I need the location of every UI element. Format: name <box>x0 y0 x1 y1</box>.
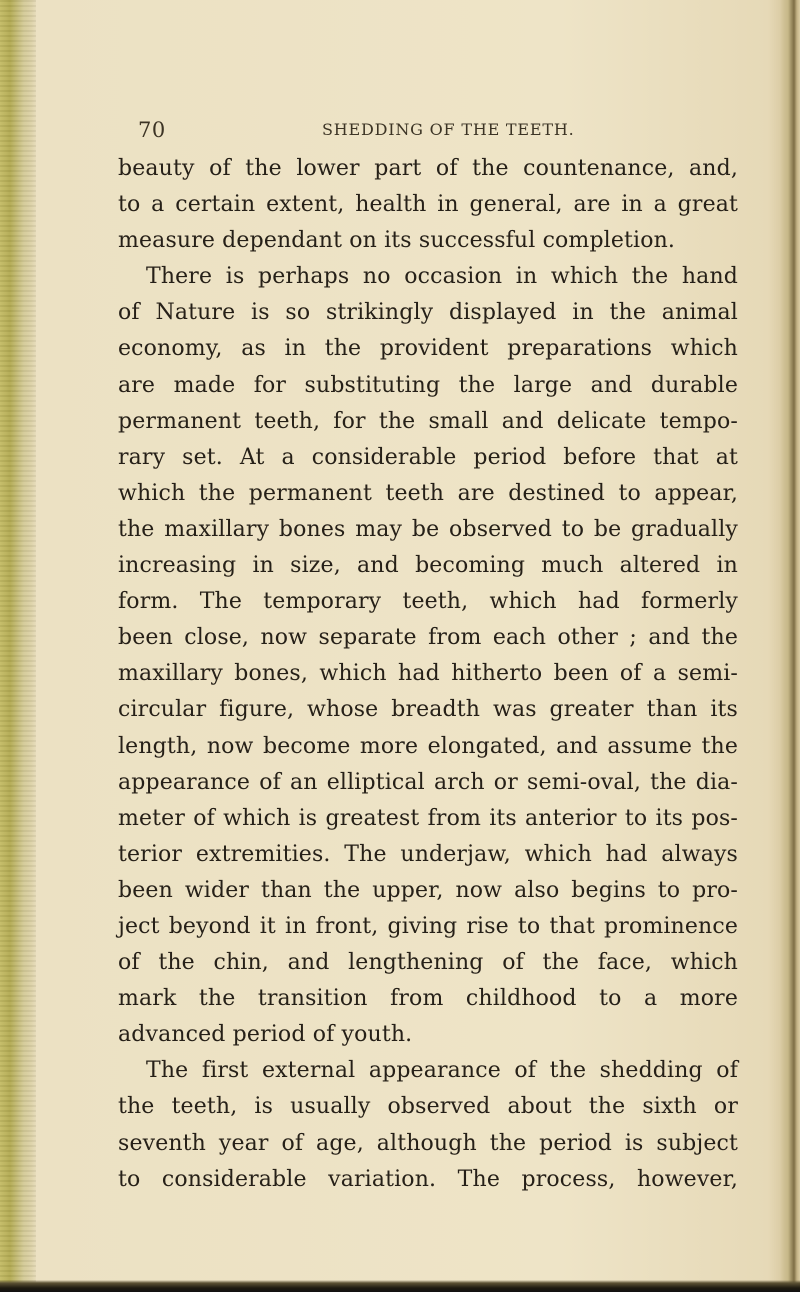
text-line: of Nature is so strikingly displayed in the animal <box>118 300 738 326</box>
text-line: beauty of the lower part of the countenance, and, <box>118 156 738 181</box>
text-line: been wider than the upper, now also begins to pro- <box>118 877 738 903</box>
page-gutter-left <box>0 0 36 1292</box>
text-line: to considerable variation. The process, however, <box>118 1166 738 1192</box>
text-line: seventh year of age, although the period is subject <box>118 1130 738 1156</box>
text-line: rary set. At a considerable period before that at <box>118 444 738 470</box>
text-line: mark the transition from childhood to a more <box>118 986 738 1012</box>
page-edge-right <box>780 0 800 1292</box>
page-header <box>0 116 800 144</box>
text-line: are made for substituting the large and durable <box>118 372 738 398</box>
text-line: There is perhaps no occasion in which the hand <box>146 264 738 290</box>
page-edge-bottom <box>0 1280 800 1292</box>
text-line: of the chin, and lengthening of the face, which <box>118 950 738 976</box>
text-line: maxillary bones, which had hitherto been of a semi- <box>118 661 738 687</box>
text-line: appearance of an elliptical arch or semi-oval, the dia- <box>118 769 738 795</box>
text-line: the maxillary bones may be observed to be gradually <box>118 516 738 542</box>
running-head: SHEDDING OF THE TEETH. <box>322 120 575 139</box>
text-line: the teeth, is usually observed about the sixth or <box>118 1094 738 1120</box>
text-line: terior extremities. The underjaw, which had always <box>118 841 738 867</box>
page-number: 70 <box>138 118 166 142</box>
text-line: length, now become more elongated, and assume the <box>118 733 738 759</box>
text-line: measure dependant on its successful completion. <box>118 228 676 254</box>
text-line: advanced period of youth. <box>118 1022 413 1048</box>
body-text <box>118 151 738 1198</box>
text-line: circular figure, whose breadth was greater than its <box>118 697 738 723</box>
text-line: permanent teeth, for the small and delicate tempo- <box>118 408 738 434</box>
text-line: which the permanent teeth are destined to appear, <box>118 480 738 506</box>
text-line: form. The temporary teeth, which had formerly <box>118 589 738 615</box>
text-line: ject beyond it in front, giving rise to that prominence <box>118 913 738 939</box>
text-line: been close, now separate from each other ; and the <box>118 625 738 651</box>
text-line: The first external appearance of the shedding of <box>146 1058 738 1084</box>
text-line: economy, as in the provident preparations which <box>118 336 738 362</box>
text-line: to a certain extent, health in general, are in a great <box>118 192 738 218</box>
text-line: increasing in size, and becoming much altered in <box>118 553 738 579</box>
text-line: meter of which is greatest from its anterior to its pos- <box>118 805 738 831</box>
